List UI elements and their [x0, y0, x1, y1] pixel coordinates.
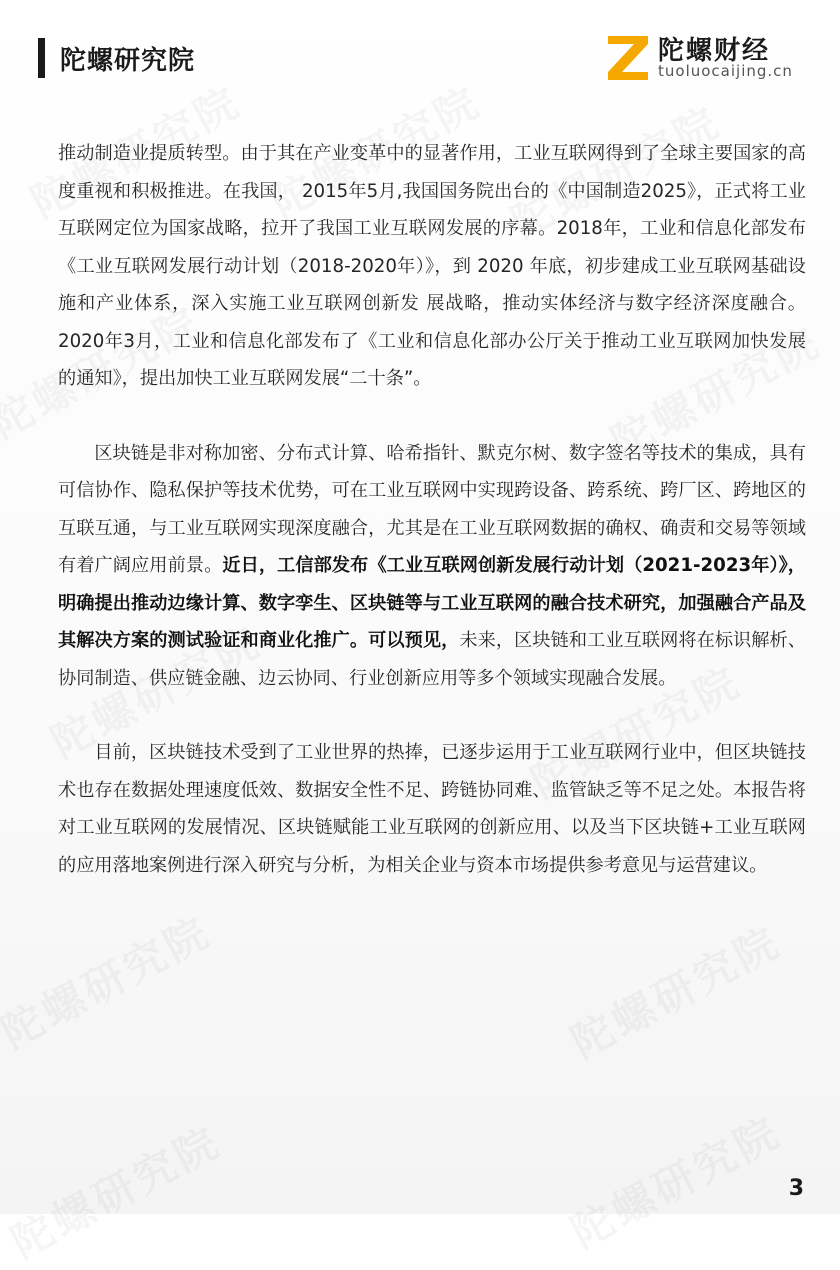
logo-url: tuoluocaijing.cn	[658, 62, 793, 80]
article-body	[58, 135, 806, 884]
paragraph-3: 目前，区块链技术受到了工业世界的热捧，已逐步运用于工业互联网行业中，但区块链技术也存在数据处理速度低效、数据安全性不足、跨链协同难、监管缺乏等不足之处。本报告将对工业互联网的发展情况、区块链赋能工业互联网的创新应用、以及当下区块链+工业互联网的应用落地案例进行深入研究与分析，为相关企业与资本市场提供参考意见与运营建议。	[58, 742, 806, 876]
paragraph-1: 推动制造业提质转型。由于其在产业变革中的显著作用，工业互联网得到了全球主要国家的高度重视和积极推进。在我国， 2015年5月,我国国务院出台的《中国制造2025》，正式将工业互联网定位为国家战略，拉开了我国工业互联网发展的序幕。2018年，工业和信息化部发布《工业互联网发展行动计划（2018-2020年）》，到 2020 年底，初步建成工业互联网基础设施和产业体系，深入实施工业互联网创新发 展战略，推动实体经济与数字经济深度融合。2020年3月，工业和信息化部发布了《工业和信息化部办公厅关于推动工业互联网加快发展的通知》，提出加快工业互联网发展“二十条”。	[58, 143, 806, 389]
paragraph-2-text: 区块链是非对称加密、分布式计算、哈希指针、默克尔树、数字签名等技术的集成，具有可信协作、隐私保护等技术优势，可在工业互联网中实现跨设备、跨系统、跨厂区、跨地区的互联互通，与工业互联网实现深度融合，尤其是在工业互联网数据的确权、确责和交易等领域有着广阔应用前景。	[58, 442, 806, 576]
header-accent-bar	[38, 38, 45, 78]
paragraph-2-text-end: 未来，区块链和工业互联网将在标识解析、协同制造、供应链金融、边云协同、行业创新应用等多个领域实现融合发展。	[58, 630, 806, 689]
paragraph-gap	[58, 398, 806, 435]
z-logo-icon	[604, 32, 652, 82]
paragraph-2	[58, 435, 806, 698]
paragraph-2-bold: 近日，工信部发布《工业互联网创新发展行动计划（2021-2023年）》，明确提出推动边缘计算、数字孪生、区块链等与工业互联网的融合技术研究，加强融合产品及其解决方案的测试验证和商业化推广。可以预见，	[58, 555, 806, 651]
logo-name: 陀螺财经	[658, 36, 771, 66]
paragraph-gap	[58, 697, 806, 734]
brand-title: 陀螺研究院	[60, 46, 196, 76]
brand-logo	[604, 30, 794, 86]
page-number: 3	[788, 1176, 804, 1201]
